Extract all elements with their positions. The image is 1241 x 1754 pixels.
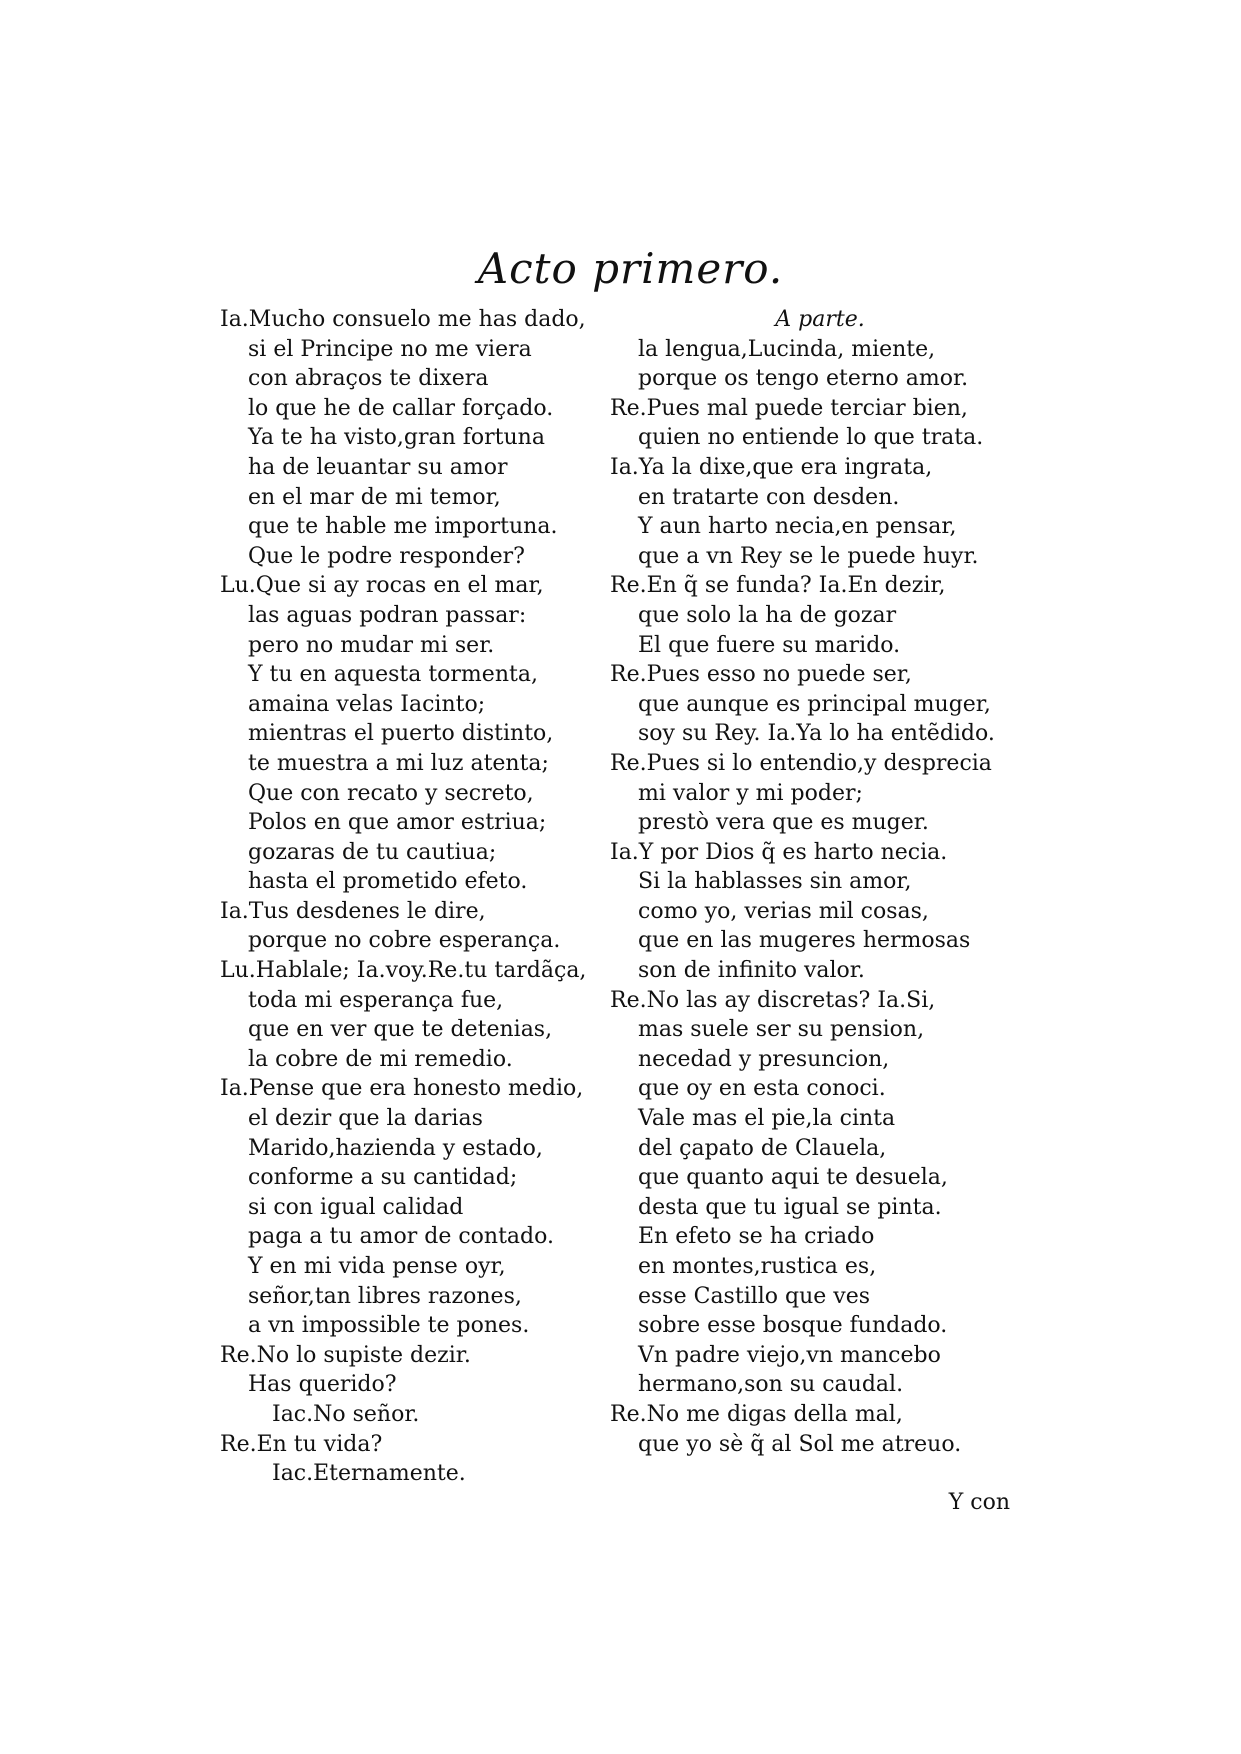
verse-line: que en las mugeres hermosas: [638, 928, 971, 954]
verse-line: desta que tu igual se pinta.: [638, 1194, 942, 1220]
verse-line: Re.En tu vida?: [220, 1431, 383, 1457]
verse-line: Ia.Y por Dios q̃ es harto necia.: [610, 839, 948, 865]
verse-line: ha de leuantar su amor: [248, 454, 508, 480]
verse-line: te muestra a mi luz atenta;: [248, 750, 549, 776]
verse-line: Ia.Mucho consuelo me has dado,: [220, 307, 586, 332]
verse-line: Re.Pues mal puede terciar bien,: [610, 395, 968, 421]
verse-line: gozaras de tu cautiua;: [248, 839, 497, 865]
verse-line: mientras el puerto distinto,: [248, 721, 554, 747]
verse-line: en el mar de mi temor,: [248, 484, 501, 510]
verse-line: Has querido?: [248, 1372, 397, 1398]
verse-line: Iac.Eternamente.: [272, 1461, 466, 1487]
verse-line: esse Castillo que ves: [638, 1283, 871, 1309]
verse-line: Lu.Que si ay rocas en el mar,: [220, 573, 544, 599]
verse-line: Vn padre viejo,vn mancebo: [638, 1342, 941, 1368]
verse-line: Re.No me digas della mal,: [610, 1401, 903, 1427]
verse-line: Vale mas el pie,la cinta: [638, 1106, 896, 1132]
verse-line: Polos en que amor estriua;: [248, 810, 547, 836]
verse-line: del çapato de Clauela,: [638, 1135, 887, 1161]
verse-line: paga a tu amor de contado.: [248, 1224, 554, 1250]
verse-line: Si la hablasses sin amor,: [638, 869, 912, 895]
verse-line: pero no mudar mi ser.: [248, 632, 495, 658]
verse-line: toda mi esperança fue,: [248, 987, 504, 1013]
verse-line: que oy en esta conoci.: [638, 1076, 886, 1102]
verse-line: Que con recato y secreto,: [248, 780, 534, 806]
verse-line: Y aun harto necia,en pensar,: [638, 514, 957, 540]
verse-line: que aunque es principal muger,: [638, 691, 991, 717]
verse-line: que yo sè q̃ al Sol me atreuo.: [638, 1431, 962, 1457]
verse-line: hasta el prometido efeto.: [248, 869, 528, 895]
verse-line: Re.No las ay discretas? Ia.Si,: [610, 987, 936, 1013]
right-column: [610, 305, 1030, 1459]
verse-line: porque no cobre esperança.: [248, 928, 561, 954]
verse-line: En efeto se ha criado: [638, 1224, 875, 1250]
verse-line: porque os tengo eterno amor.: [638, 366, 969, 392]
verse-line: si el Principe no me viera: [248, 336, 532, 362]
verse-line: Ia.Tus desdenes le dire,: [220, 898, 486, 924]
verse-line: que en ver que te detenias,: [248, 1017, 553, 1043]
verse-line: prestò vera que es muger.: [638, 810, 929, 836]
verse-line: Re.Pues esso no puede ser,: [610, 662, 912, 688]
verse-line: quien no entiende lo que trata.: [638, 425, 984, 451]
verse-line: a vn impossible te pones.: [248, 1313, 530, 1339]
verse-line: señor,tan libres razones,: [248, 1283, 522, 1309]
verse-line: en tratarte con desden.: [638, 484, 900, 510]
verse-line: A parte.: [775, 307, 865, 332]
verse-line: conforme a su cantidad;: [248, 1165, 518, 1191]
verse-line: en montes,rustica es,: [638, 1254, 877, 1279]
verse-line: Marido,hazienda y estado,: [248, 1135, 543, 1161]
verse-line: Que le podre responder?: [248, 543, 525, 569]
verse-line: el dezir que la darias: [248, 1106, 483, 1132]
verse-line: Re.En q̃ se funda? Ia.En dezir,: [610, 573, 946, 599]
verse-line: Ia.Ya la dixe,que era ingrata,: [610, 454, 933, 480]
verse-line: Lu.Hablale; Ia.voy.Re.tu tardãça,: [220, 958, 587, 984]
verse-line: necedad y presuncion,: [638, 1046, 890, 1072]
verse-line: Ya te ha visto,gran fortuna: [248, 425, 545, 451]
running-head: Acto primero.: [477, 244, 784, 293]
verse-line: mi valor y mi poder;: [638, 780, 863, 806]
verse-line: mas suele ser su pension,: [638, 1017, 925, 1043]
verse-line: Y en mi vida pense oyr,: [248, 1254, 506, 1279]
verse-line: El que fuere su marido.: [638, 632, 901, 658]
verse-line: Re.Pues si lo entendio,y desprecia: [610, 750, 992, 776]
verse-line: Re.No lo supiste dezir.: [220, 1342, 471, 1368]
verse-line: que solo la ha de gozar: [638, 602, 897, 628]
verse-line: Y tu en aquesta tormenta,: [248, 662, 538, 688]
verse-line: que te hable me importuna.: [248, 514, 558, 540]
verse-line: la lengua,Lucinda, miente,: [638, 336, 936, 362]
verse-line: como yo, verias mil cosas,: [638, 898, 929, 924]
verse-line: Iac.No señor.: [272, 1401, 420, 1427]
verse-line: que a vn Rey se le puede huyr.: [638, 543, 979, 569]
verse-line: lo que he de callar forçado.: [248, 395, 554, 421]
verse-line: que quanto aqui te desuela,: [638, 1165, 948, 1191]
verse-line: si con igual calidad: [248, 1194, 464, 1220]
verse-line: las aguas podran passar:: [248, 602, 527, 628]
verse-line: soy su Rey. Ia.Ya lo ha entẽdido.: [638, 721, 995, 747]
verse-line: con abraços te dixera: [248, 366, 489, 392]
verse-line: amaina velas Iacinto;: [248, 691, 486, 717]
verse-line: son de infinito valor.: [638, 958, 865, 984]
verse-line: hermano,son su caudal.: [638, 1372, 904, 1398]
verse-line: la cobre de mi remedio.: [248, 1046, 513, 1072]
catchword: Y con: [948, 1490, 1010, 1515]
verse-line: Ia.Pense que era honesto medio,: [220, 1076, 584, 1102]
verse-line: sobre esse bosque fundado.: [638, 1313, 948, 1339]
